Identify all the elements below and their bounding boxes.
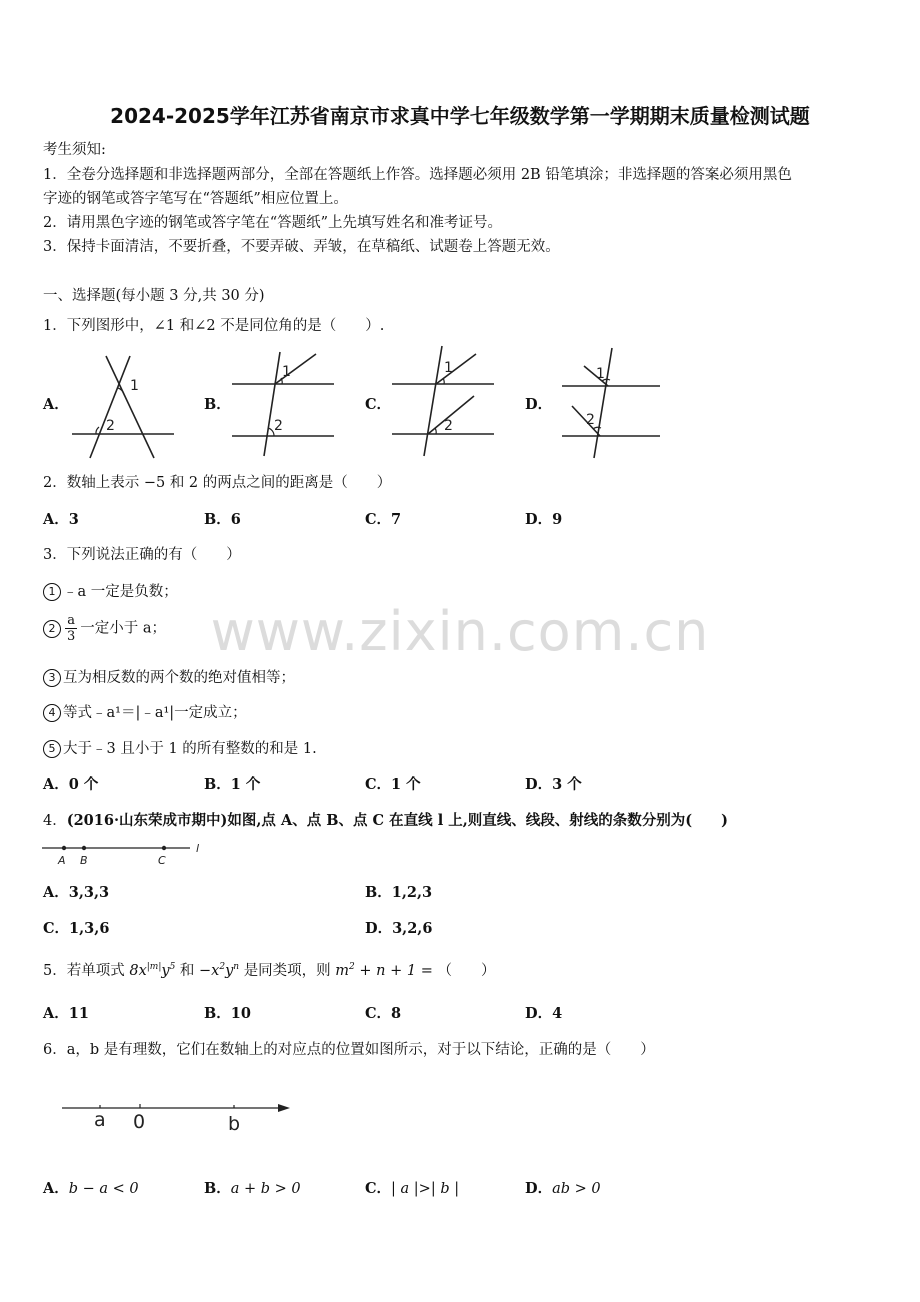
q2-stem: 2．数轴上表示 −5 和 2 的两点之间的距离是（ ）: [43, 475, 392, 491]
q3-statement-5: 5 大于﹣3 且小于 1 的所有整数的和是 1.: [43, 737, 317, 758]
q1-option-d-label: D．: [525, 396, 553, 413]
q2-option-a: A．3: [43, 511, 79, 528]
q1-a-angle-1: 1: [130, 378, 139, 394]
q3-statement-1: 1 ﹣a 一定是负数；: [43, 580, 178, 601]
q4-point-b: [82, 846, 86, 850]
q6-label-a: a: [94, 1109, 106, 1131]
q3-statement-4: 4 等式﹣a¹＝|﹣a¹|一定成立；: [43, 701, 247, 722]
q6-label-b: b: [228, 1113, 241, 1135]
q1-b-angle-1: 1: [282, 364, 291, 380]
q1-c-angle-2: 2: [444, 418, 453, 434]
q3-option-d: D．3 个: [525, 776, 582, 793]
q5-stem: 5．若单项式 $8x^{|m|}y^5$ 和 $-x^2y^n$ 是同类项，则 $m^2 + n + 1$ = （ ）: [43, 962, 496, 979]
q4-point-a: [62, 846, 66, 850]
q6-option-b: B．a + b > 0: [204, 1180, 301, 1197]
q3-statement-2: 2 $\frac{a}{3}$ 一定小于 a；: [43, 613, 166, 644]
q2-option-d: D．9: [525, 511, 563, 528]
q4-stem: 4．(2016·山东荣成市期中)如图,点 A、点 B、点 C 在直线 l 上,则直线、线段、射线的条数分别为( ): [43, 812, 729, 829]
q4-point-c: [162, 846, 166, 850]
q6-option-d: D．ab > 0: [525, 1180, 601, 1197]
q1-option-c-label: C．: [365, 396, 392, 413]
q3-mark-2: 2: [43, 620, 61, 638]
q3-mark-5: 5: [43, 740, 61, 758]
q1-figure-c: [388, 344, 498, 460]
watermark: www.zixin.com.cn: [210, 600, 710, 663]
q6-option-c: C．| a |>| b |: [365, 1180, 460, 1197]
notice-line-3: 3．保持卡面清洁，不要折叠，不要弄破、弄皱，在草稿纸、试题卷上答题无效。: [43, 239, 560, 255]
q1-a-angle-2: 2: [106, 418, 115, 434]
q4-option-b: B．1,2,3: [365, 884, 433, 901]
q2-option-c: C．7: [365, 511, 402, 528]
q3-statement-3: 3 互为相反数的两个数的绝对值相等；: [43, 666, 295, 687]
q3-option-c: C．1 个: [365, 776, 421, 793]
notice-line-1a: 1．全卷分选择题和非选择题两部分，全部在答题纸上作答。选择题必须用 2B 铅笔填涂；非选择题的答案必须用黑色: [43, 167, 792, 183]
q4-option-c: C．1,3,6: [43, 920, 110, 937]
notice-line-2: 2．请用黑色字迹的钢笔或答字笔在“答题纸”上先填写姓名和准考证号。: [43, 215, 503, 231]
q1-stem: 1．下列图形中，∠1 和∠2 不是同位角的是（ ）.: [43, 318, 385, 334]
q3-mark-1: 1: [43, 583, 61, 601]
q3-option-b: B．1 个: [204, 776, 261, 793]
svg-text:B: B: [80, 854, 88, 867]
q5-option-c: C．8: [365, 1005, 402, 1022]
q1-d-angle-1: 1: [596, 366, 605, 382]
q3-mark-3: 3: [43, 669, 61, 687]
notice-heading: 考生须知:: [43, 142, 106, 158]
svg-text:l: l: [196, 842, 200, 855]
q3-mark-4: 4: [43, 704, 61, 722]
q2-option-b: B．6: [204, 511, 241, 528]
q4-option-d: D．3,2,6: [365, 920, 433, 937]
q3-stem: 3．下列说法正确的有（ ）: [43, 547, 241, 563]
q6-number-line: [58, 1096, 298, 1140]
q6-label-0: 0: [133, 1111, 146, 1133]
q5-option-d: D．4: [525, 1005, 563, 1022]
q4-line-figure: [40, 838, 210, 868]
q4-option-a: A．3,3,3: [43, 884, 110, 901]
q1-figure-a: [68, 350, 178, 462]
notice-line-1b: 字迹的钢笔或答字笔写在“答题纸”相应位置上。: [43, 191, 348, 207]
q1-c-angle-1: 1: [444, 360, 453, 376]
q1-option-b-label: B．: [204, 396, 231, 413]
q1-figure-d: [558, 344, 664, 460]
q3-option-a: A．0 个: [43, 776, 99, 793]
q6-stem: 6．a，b 是有理数，它们在数轴上的对应点的位置如图所示，对于以下结论，正确的是（ ）: [43, 1042, 655, 1058]
q5-option-a: A．11: [43, 1005, 89, 1022]
q1-option-a-label: A．: [43, 396, 69, 413]
q1-figure-b: [228, 348, 338, 460]
arrow-icon: [278, 1104, 290, 1112]
page-title: 2024-2025学年江苏省南京市求真中学七年级数学第一学期期末质量检测试题: [110, 104, 810, 128]
svg-text:C: C: [158, 854, 166, 867]
q1-b-angle-2: 2: [274, 418, 283, 434]
q3-fraction: $\frac{a}{3}$: [67, 613, 76, 644]
section-heading: 一、选择题(每小题 3 分,共 30 分): [43, 288, 265, 304]
q1-d-angle-2: 2: [586, 412, 595, 428]
svg-text:A: A: [58, 854, 66, 867]
q5-option-b: B．10: [204, 1005, 251, 1022]
q6-option-a: A．b − a < 0: [43, 1180, 139, 1197]
